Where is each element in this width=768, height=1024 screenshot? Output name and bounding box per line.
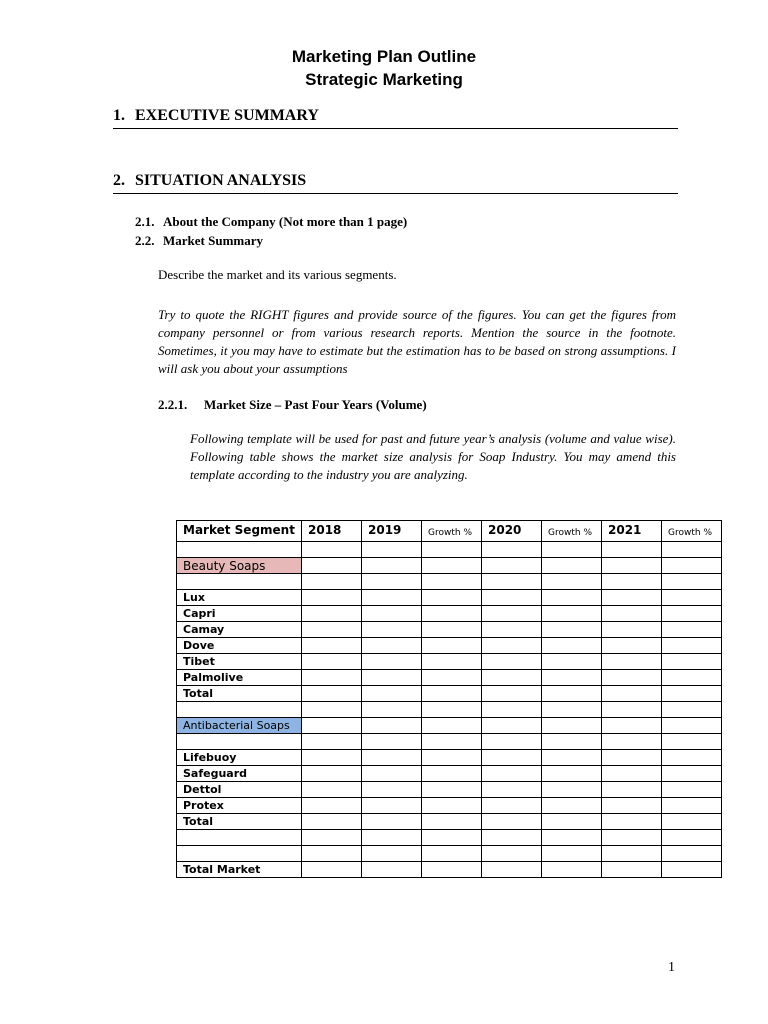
value-cell [662, 542, 722, 558]
value-cell [482, 766, 542, 782]
value-cell [422, 782, 482, 798]
value-cell [482, 670, 542, 686]
value-cell [542, 606, 602, 622]
value-cell [602, 686, 662, 702]
segment-cell [177, 734, 302, 750]
value-cell [302, 638, 362, 654]
value-cell [302, 846, 362, 862]
value-cell [482, 542, 542, 558]
value-cell [602, 750, 662, 766]
section-situation-analysis [113, 172, 678, 194]
table-row [177, 574, 722, 590]
value-cell [302, 798, 362, 814]
value-cell [422, 766, 482, 782]
value-cell [362, 734, 422, 750]
value-cell [602, 782, 662, 798]
header-2020: 2020 [482, 521, 542, 542]
value-cell [602, 702, 662, 718]
value-cell [302, 670, 362, 686]
value-cell [542, 590, 602, 606]
section-title: EXECUTIVE SUMMARY [135, 107, 319, 124]
table-row [177, 782, 722, 798]
value-cell [662, 622, 722, 638]
value-cell [362, 558, 422, 574]
header-growth-2021: Growth % [662, 521, 722, 542]
value-cell [302, 766, 362, 782]
value-cell [662, 558, 722, 574]
table-row [177, 846, 722, 862]
value-cell [422, 734, 482, 750]
value-cell [542, 718, 602, 734]
value-cell [602, 846, 662, 862]
value-cell [362, 862, 422, 878]
market-size-table [176, 520, 722, 878]
value-cell [422, 846, 482, 862]
value-cell [662, 654, 722, 670]
table-row [177, 702, 722, 718]
value-cell [482, 590, 542, 606]
table-row [177, 590, 722, 606]
segment-cell: Beauty Soaps [177, 558, 302, 574]
value-cell [542, 766, 602, 782]
subsection-title: Market Size – Past Four Years (Volume) [204, 397, 427, 412]
value-cell [662, 734, 722, 750]
value-cell [482, 622, 542, 638]
value-cell [542, 558, 602, 574]
value-cell [662, 798, 722, 814]
segment-cell: Lifebuoy [177, 750, 302, 766]
value-cell [662, 750, 722, 766]
value-cell [662, 702, 722, 718]
value-cell [422, 606, 482, 622]
value-cell [422, 670, 482, 686]
table-header-row [177, 521, 722, 542]
table-row [177, 558, 722, 574]
value-cell [362, 718, 422, 734]
table-row [177, 798, 722, 814]
value-cell [602, 590, 662, 606]
table-row [177, 654, 722, 670]
value-cell [542, 574, 602, 590]
table-row [177, 686, 722, 702]
value-cell [362, 702, 422, 718]
subsection-number: 2.2.1. [158, 397, 188, 412]
value-cell [602, 638, 662, 654]
header-growth-2020: Growth % [542, 521, 602, 542]
value-cell [302, 750, 362, 766]
value-cell [422, 558, 482, 574]
value-cell [542, 782, 602, 798]
table-row [177, 622, 722, 638]
value-cell [542, 542, 602, 558]
value-cell [482, 830, 542, 846]
value-cell [422, 830, 482, 846]
value-cell [542, 798, 602, 814]
value-cell [602, 558, 662, 574]
segment-cell [177, 702, 302, 718]
value-cell [542, 686, 602, 702]
figures-guidance-paragraph: Try to quote the RIGHT figures and provide source of the figures. You can get the figures from company personnel or from various research reports. Mention the source in the footnote. Sometimes, it you may have to estimate but the estimation has to be based on strong assumptions. I will ask you about your assumptions [158, 307, 676, 376]
value-cell [362, 542, 422, 558]
table-row [177, 766, 722, 782]
segment-cell [177, 574, 302, 590]
value-cell [542, 702, 602, 718]
value-cell [362, 750, 422, 766]
value-cell [542, 638, 602, 654]
subsection-market-summary [135, 233, 263, 249]
value-cell [362, 670, 422, 686]
value-cell [542, 750, 602, 766]
value-cell [602, 542, 662, 558]
value-cell [482, 846, 542, 862]
header-2018: 2018 [302, 521, 362, 542]
section-number: 1. [113, 107, 125, 124]
segment-cell: Protex [177, 798, 302, 814]
value-cell [302, 734, 362, 750]
value-cell [602, 734, 662, 750]
table-row [177, 638, 722, 654]
value-cell [602, 862, 662, 878]
value-cell [422, 590, 482, 606]
value-cell [542, 862, 602, 878]
value-cell [482, 814, 542, 830]
value-cell [302, 558, 362, 574]
segment-cell: Total Market [177, 862, 302, 878]
segment-cell [177, 846, 302, 862]
value-cell [542, 622, 602, 638]
value-cell [662, 686, 722, 702]
document-title: Marketing Plan Outline [291, 47, 477, 66]
value-cell [482, 750, 542, 766]
value-cell [422, 622, 482, 638]
value-cell [482, 782, 542, 798]
table-row [177, 670, 722, 686]
value-cell [422, 862, 482, 878]
segment-cell: Capri [177, 606, 302, 622]
segment-cell: Dove [177, 638, 302, 654]
value-cell [482, 606, 542, 622]
value-cell [482, 558, 542, 574]
subsection-number: 2.2. [135, 233, 155, 248]
subsection-market-size [158, 397, 427, 413]
value-cell [662, 814, 722, 830]
segment-cell: Tibet [177, 654, 302, 670]
value-cell [422, 654, 482, 670]
value-cell [662, 638, 722, 654]
value-cell [602, 814, 662, 830]
table-row [177, 542, 722, 558]
value-cell [302, 702, 362, 718]
value-cell [422, 542, 482, 558]
value-cell [302, 654, 362, 670]
value-cell [602, 830, 662, 846]
value-cell [662, 670, 722, 686]
subsection-title: About the Company (Not more than 1 page) [163, 214, 408, 229]
table-row [177, 750, 722, 766]
value-cell [362, 830, 422, 846]
value-cell [302, 686, 362, 702]
segment-cell: Lux [177, 590, 302, 606]
value-cell [662, 606, 722, 622]
table-row [177, 814, 722, 830]
table-row [177, 718, 722, 734]
subsection-about-company [135, 214, 407, 230]
template-note-paragraph: Following template will be used for past and future year’s analysis (volume and value wise). Following table shows the market size analysis for Soap Industry. You may amend this template according to the industry you are analyzing. [190, 431, 676, 482]
value-cell [422, 686, 482, 702]
market-description-text: Describe the market and its various segments. [158, 267, 397, 282]
value-cell [302, 830, 362, 846]
segment-cell: Total [177, 814, 302, 830]
segment-cell [177, 830, 302, 846]
value-cell [482, 574, 542, 590]
table-row [177, 606, 722, 622]
value-cell [302, 590, 362, 606]
value-cell [302, 862, 362, 878]
value-cell [362, 782, 422, 798]
value-cell [542, 654, 602, 670]
value-cell [362, 590, 422, 606]
value-cell [302, 606, 362, 622]
segment-cell [177, 542, 302, 558]
value-cell [602, 798, 662, 814]
value-cell [602, 766, 662, 782]
value-cell [662, 782, 722, 798]
value-cell [362, 814, 422, 830]
value-cell [602, 718, 662, 734]
value-cell [362, 622, 422, 638]
table-row [177, 734, 722, 750]
header-market-segment: Market Segment [177, 521, 302, 542]
value-cell [542, 670, 602, 686]
segment-cell: Dettol [177, 782, 302, 798]
segment-cell: Safeguard [177, 766, 302, 782]
subsection-number: 2.1. [135, 214, 155, 229]
value-cell [482, 798, 542, 814]
value-cell [422, 798, 482, 814]
value-cell [302, 622, 362, 638]
value-cell [662, 846, 722, 862]
value-cell [302, 718, 362, 734]
value-cell [362, 766, 422, 782]
value-cell [482, 638, 542, 654]
value-cell [542, 734, 602, 750]
section-number: 2. [113, 172, 125, 189]
value-cell [302, 782, 362, 798]
value-cell [602, 670, 662, 686]
document-subtitle: Strategic Marketing [305, 70, 463, 89]
table-row [177, 830, 722, 846]
value-cell [422, 574, 482, 590]
segment-cell: Camay [177, 622, 302, 638]
value-cell [482, 654, 542, 670]
value-cell [362, 654, 422, 670]
value-cell [362, 638, 422, 654]
segment-cell: Total [177, 686, 302, 702]
value-cell [602, 622, 662, 638]
value-cell [422, 718, 482, 734]
value-cell [602, 654, 662, 670]
table-row [177, 862, 722, 878]
value-cell [542, 830, 602, 846]
value-cell [362, 686, 422, 702]
value-cell [302, 542, 362, 558]
value-cell [602, 574, 662, 590]
value-cell [362, 846, 422, 862]
value-cell [422, 750, 482, 766]
segment-cell: Palmolive [177, 670, 302, 686]
value-cell [422, 814, 482, 830]
value-cell [302, 574, 362, 590]
value-cell [422, 638, 482, 654]
value-cell [662, 830, 722, 846]
value-cell [542, 846, 602, 862]
value-cell [602, 606, 662, 622]
value-cell [482, 718, 542, 734]
value-cell [662, 574, 722, 590]
value-cell [422, 702, 482, 718]
header-growth-2019: Growth % [422, 521, 482, 542]
value-cell [482, 862, 542, 878]
page-number: 1 [668, 960, 675, 975]
value-cell [662, 766, 722, 782]
section-executive-summary [113, 107, 678, 129]
value-cell [362, 606, 422, 622]
header-2019: 2019 [362, 521, 422, 542]
value-cell [362, 798, 422, 814]
segment-cell: Antibacterial Soaps [177, 718, 302, 734]
value-cell [362, 574, 422, 590]
section-title: SITUATION ANALYSIS [135, 172, 307, 189]
value-cell [482, 686, 542, 702]
value-cell [662, 718, 722, 734]
value-cell [662, 590, 722, 606]
value-cell [482, 702, 542, 718]
value-cell [482, 734, 542, 750]
header-2021: 2021 [602, 521, 662, 542]
value-cell [542, 814, 602, 830]
value-cell [302, 814, 362, 830]
value-cell [662, 862, 722, 878]
subsection-title: Market Summary [163, 233, 264, 248]
